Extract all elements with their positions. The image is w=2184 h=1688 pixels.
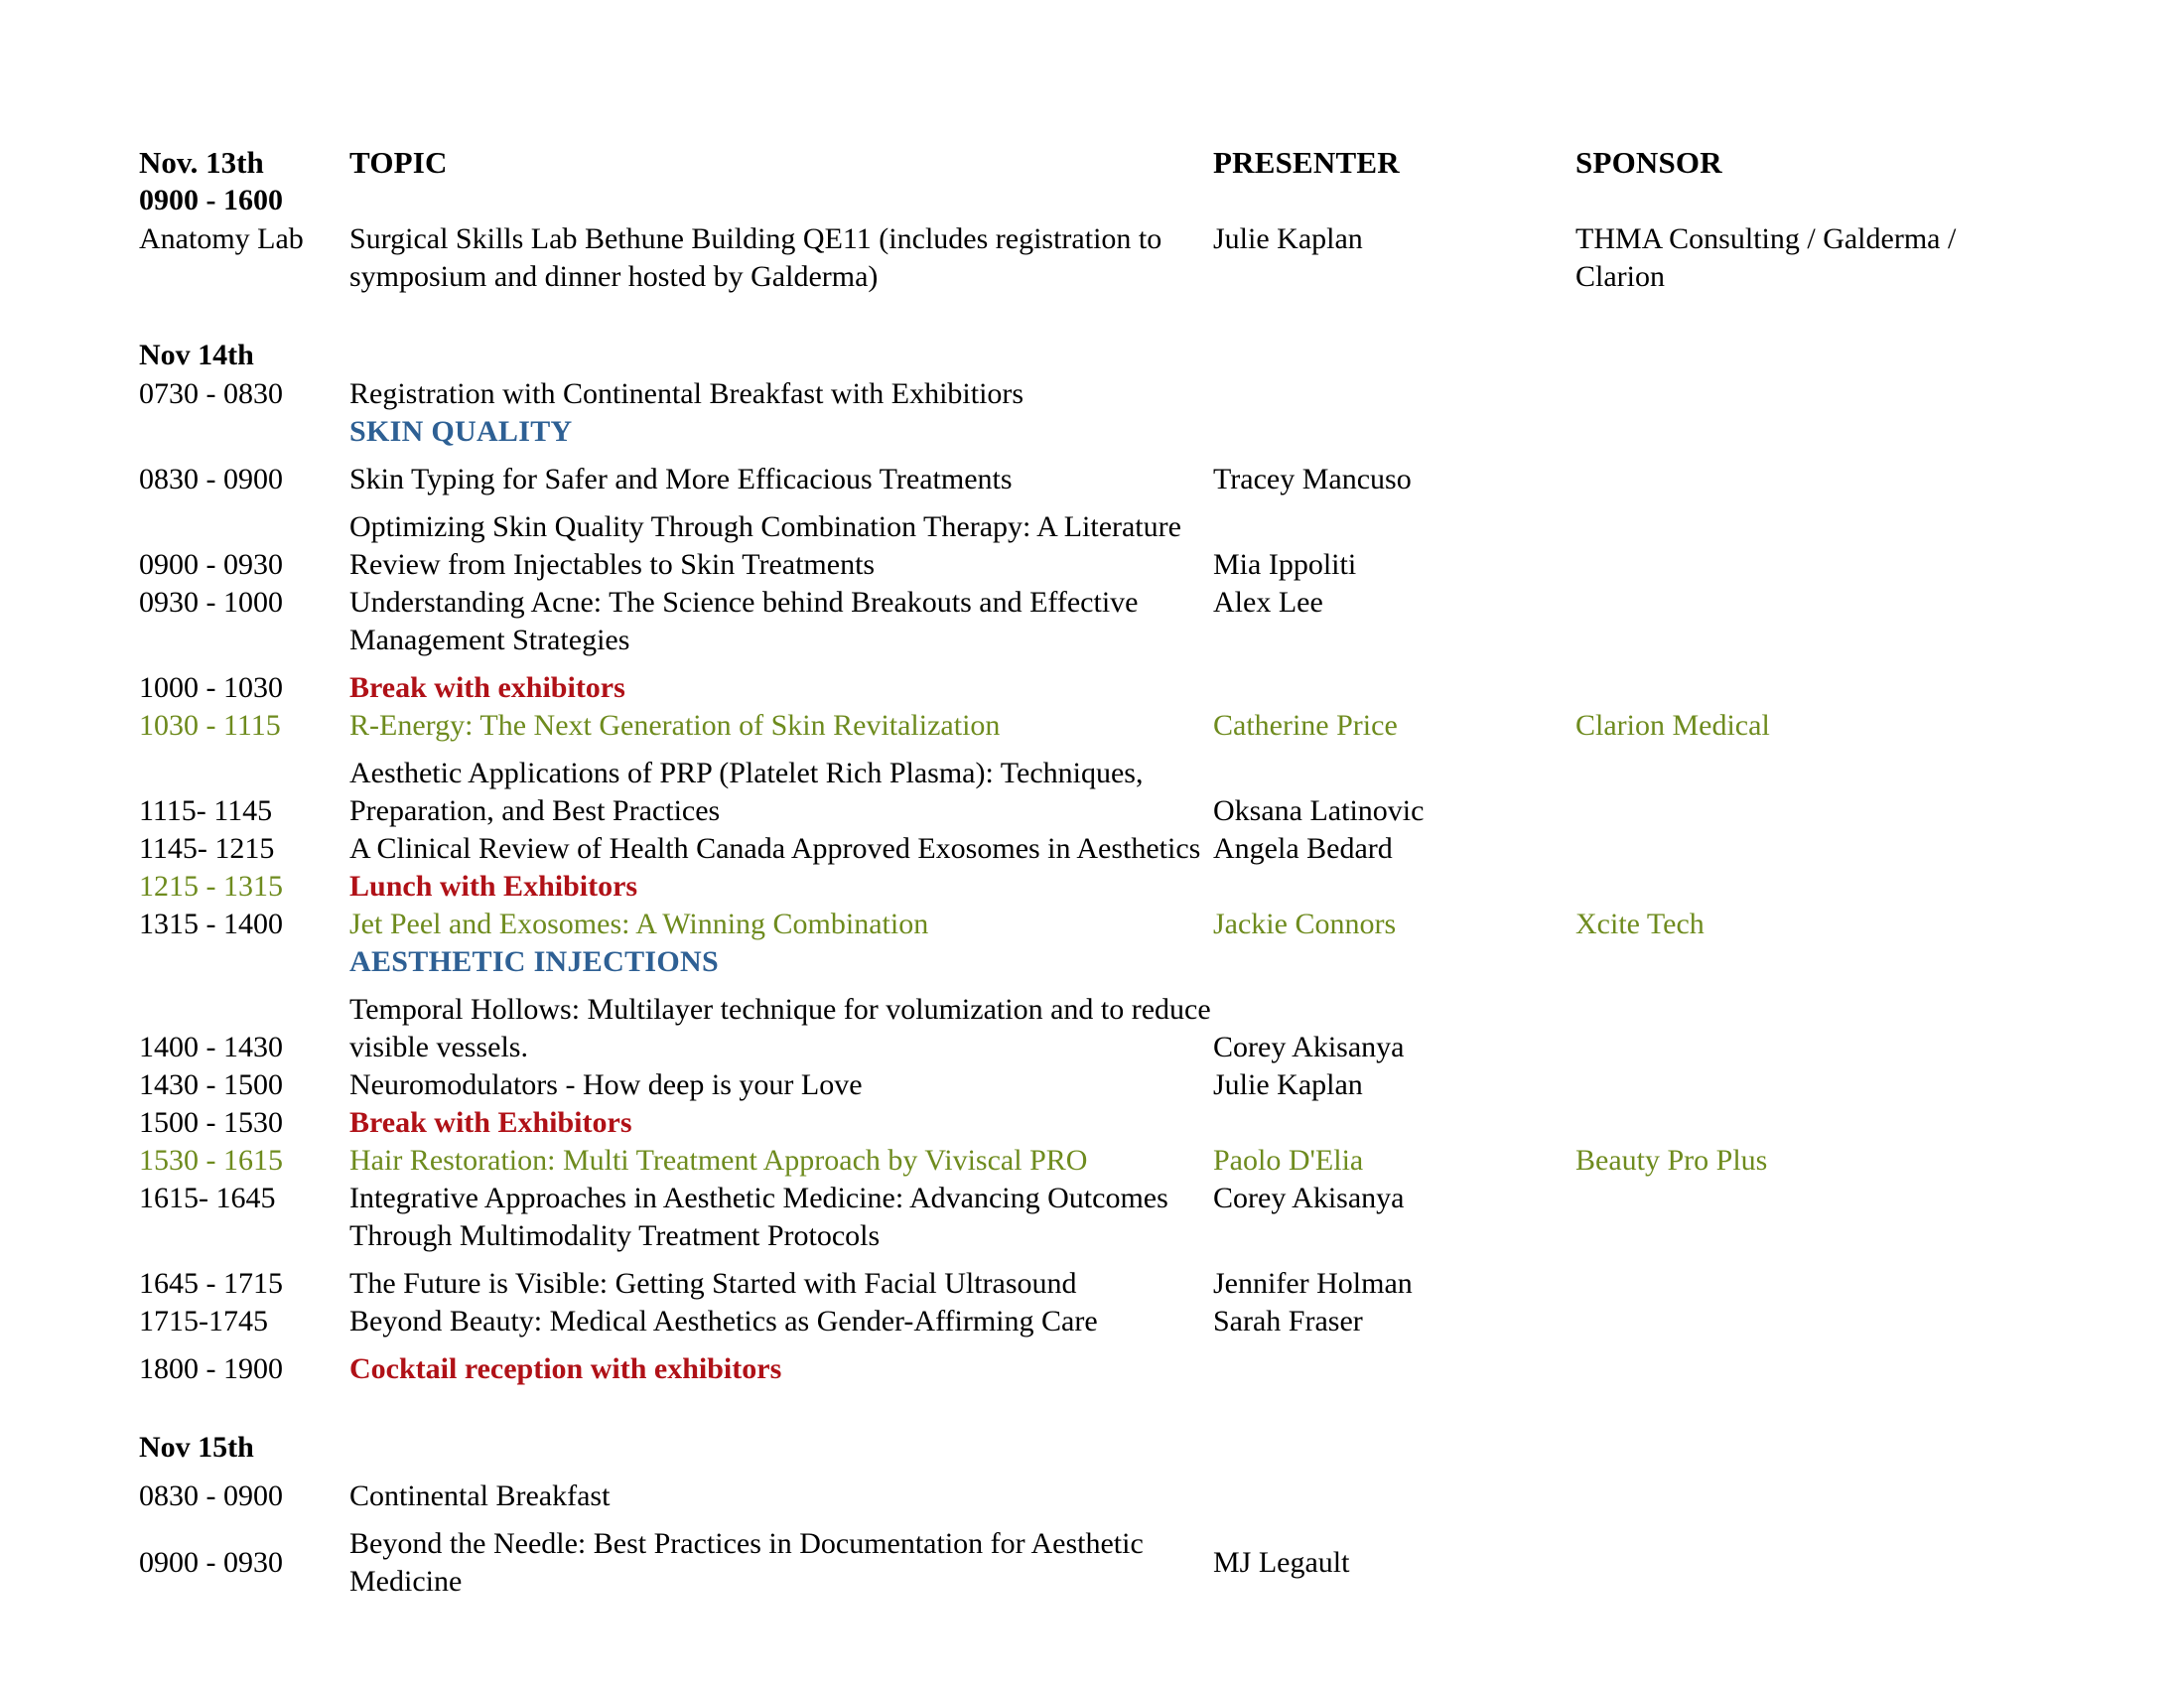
table-row	[139, 745, 2025, 830]
table-row	[139, 451, 2025, 498]
table-row	[139, 1255, 2025, 1303]
day3-heading-row	[139, 1428, 2025, 1468]
row-time: 1530 - 1615	[139, 1144, 283, 1177]
row-presenter: Oksana Latinovic	[1213, 794, 1425, 827]
row-topic-lunch: Lunch with Exhibitors	[349, 870, 638, 903]
row-topic: Optimizing Skin Quality Through Combination Therapy: A Literature Review from Injectables to Skin Treatments	[349, 510, 1181, 581]
row-presenter	[1213, 659, 1575, 707]
row-presenter: Tracey Mancuso	[1213, 463, 1412, 495]
row-presenter: Angela Bedard	[1213, 832, 1393, 865]
table-row-break	[139, 659, 2025, 707]
row-time: 0900 - 0930	[139, 548, 283, 581]
row-sponsor	[1575, 498, 2025, 584]
row-topic: Aesthetic Applications of PRP (Platelet Rich Plasma): Techniques, Preparation, and Best Practices	[349, 757, 1144, 827]
section-header-row	[139, 943, 2025, 981]
day2-heading-spacer	[349, 336, 1213, 375]
row-time: 1430 - 1500	[139, 1068, 283, 1101]
row-presenter	[1213, 413, 1575, 451]
spacer-cell	[139, 296, 2025, 336]
row-time	[139, 413, 349, 451]
row-presenter	[1213, 1468, 1575, 1515]
day1-time-heading-row	[139, 181, 2025, 220]
day2-heading-spacer2	[1213, 336, 1575, 375]
table-row	[139, 1468, 2025, 1515]
row-presenter: Sarah Fraser	[1213, 1305, 1363, 1337]
row-time: 1115- 1145	[139, 794, 273, 827]
row-topic: Skin Typing for Safer and More Efficacious Treatments	[349, 463, 1013, 495]
row-presenter: Catherine Price	[1213, 709, 1398, 742]
row-sponsor	[1575, 745, 2025, 830]
row-presenter	[1213, 1340, 1575, 1388]
row-sponsor	[1575, 1303, 2025, 1340]
row-time: 1030 - 1115	[139, 709, 281, 742]
row-topic: Beyond Beauty: Medical Aesthetics as Gender-Affirming Care	[349, 1305, 1098, 1337]
table-row	[139, 220, 2025, 296]
row-presenter	[1213, 943, 1575, 981]
row-time: 1315 - 1400	[139, 908, 283, 940]
row-sponsor	[1575, 659, 2025, 707]
row-presenter: Alex Lee	[1213, 586, 1323, 619]
row-topic: Integrative Approaches in Aesthetic Medicine: Advancing Outcomes Through Multimodality Treatment Protocols	[349, 1182, 1168, 1252]
row-sponsor: THMA Consulting / Galderma / Clarion	[1575, 222, 1957, 293]
row-topic-break: Break with exhibitors	[349, 671, 625, 704]
row-time: 0830 - 0900	[139, 1479, 283, 1512]
row-time: 1715-1745	[139, 1305, 268, 1337]
row-topic: Jet Peel and Exosomes: A Winning Combination	[349, 908, 929, 940]
row-sponsor	[1575, 584, 2025, 659]
row-time: 1215 - 1315	[139, 870, 283, 903]
row-sponsor	[1575, 451, 2025, 498]
row-topic-break: Break with Exhibitors	[349, 1106, 632, 1139]
row-topic: Continental Breakfast	[349, 1479, 611, 1512]
table-row	[139, 981, 2025, 1066]
row-time: 1645 - 1715	[139, 1267, 283, 1300]
row-presenter: Jennifer Holman	[1213, 1267, 1413, 1300]
day1-time-heading: 0900 - 1600	[139, 184, 283, 216]
row-time: 1615- 1645	[139, 1182, 276, 1214]
row-topic: Hair Restoration: Multi Treatment Approach by Viviscal PRO	[349, 1144, 1088, 1177]
row-presenter: Julie Kaplan	[1213, 222, 1363, 255]
row-sponsor: Clarion Medical	[1575, 709, 1770, 742]
row-time: 0830 - 0900	[139, 463, 283, 495]
row-sponsor	[1575, 943, 2025, 981]
row-topic: Temporal Hollows: Multilayer technique for volumization and to reduce visible vessels.	[349, 993, 1211, 1063]
table-row-lunch	[139, 868, 2025, 906]
table-row	[139, 1303, 2025, 1340]
column-header-presenter: PRESENTER	[1213, 145, 1400, 180]
day2-heading-spacer3	[1575, 336, 2025, 375]
day2-heading-row	[139, 336, 2025, 375]
table-row	[139, 375, 2025, 413]
row-time: 1000 - 1030	[139, 671, 283, 704]
row-presenter: Paolo D'Elia	[1213, 1144, 1364, 1177]
row-topic: The Future is Visible: Getting Started with Facial Ultrasound	[349, 1267, 1077, 1300]
table-row-break	[139, 1340, 2025, 1388]
row-time: 1500 - 1530	[139, 1106, 283, 1139]
row-presenter: Julie Kaplan	[1213, 1068, 1363, 1101]
row-time	[139, 943, 349, 981]
row-topic-break: Cocktail reception with exhibitors	[349, 1352, 782, 1385]
table-row-break	[139, 1104, 2025, 1142]
day2-heading: Nov 14th	[139, 339, 254, 371]
day3-heading-spacer2	[1213, 1428, 1575, 1468]
section-header-row	[139, 413, 2025, 451]
row-time: 1400 - 1430	[139, 1031, 283, 1063]
table-row-sponsored	[139, 906, 2025, 943]
spacer-row	[139, 296, 2025, 336]
row-topic: A Clinical Review of Health Canada Approved Exosomes in Aesthetics	[349, 832, 1201, 865]
column-header-sponsor: SPONSOR	[1575, 145, 1722, 180]
row-time: 0900 - 0930	[139, 1546, 283, 1579]
spacer-cell	[139, 1388, 2025, 1428]
row-presenter: Jackie Connors	[1213, 908, 1397, 940]
row-sponsor: Beauty Pro Plus	[1575, 1144, 1768, 1177]
row-presenter	[1213, 868, 1575, 906]
spacer-row	[139, 1388, 2025, 1428]
row-sponsor	[1575, 1180, 2025, 1255]
agenda-container	[139, 145, 2025, 1601]
row-presenter: Corey Akisanya	[1213, 1031, 1405, 1063]
row-sponsor	[1575, 1066, 2025, 1104]
row-sponsor	[1575, 375, 2025, 413]
day3-heading: Nov 15th	[139, 1431, 254, 1464]
row-sponsor	[1575, 830, 2025, 868]
column-header-topic: TOPIC	[349, 145, 448, 180]
day1-time-heading-spacer	[349, 181, 1213, 220]
row-topic: R-Energy: The Next Generation of Skin Revitalization	[349, 709, 1001, 742]
table-row	[139, 584, 2025, 659]
row-time: Anatomy Lab	[139, 222, 304, 255]
row-sponsor: Xcite Tech	[1575, 908, 1705, 940]
row-sponsor	[1575, 1340, 2025, 1388]
row-time: 0930 - 1000	[139, 586, 283, 619]
row-sponsor	[1575, 868, 2025, 906]
row-topic: Beyond the Needle: Best Practices in Documentation for Aesthetic Medicine	[349, 1527, 1144, 1598]
section-title-skin-quality: SKIN QUALITY	[349, 415, 573, 448]
table-row-sponsored	[139, 707, 2025, 745]
column-header-date: Nov. 13th	[139, 145, 264, 180]
row-topic: Surgical Skills Lab Bethune Building QE11 (includes registration to symposium and dinner hosted by Galderma)	[349, 222, 1162, 293]
row-sponsor	[1575, 413, 2025, 451]
row-sponsor	[1575, 1468, 2025, 1515]
day3-heading-spacer	[349, 1428, 1213, 1468]
table-row	[139, 830, 2025, 868]
row-presenter: Corey Akisanya	[1213, 1182, 1405, 1214]
day1-time-heading-spacer3	[1575, 181, 2025, 220]
day3-heading-spacer3	[1575, 1428, 2025, 1468]
table-row-sponsored	[139, 1142, 2025, 1180]
row-topic: Neuromodulators - How deep is your Love	[349, 1068, 863, 1101]
table-header-row	[139, 145, 2025, 181]
row-sponsor	[1575, 981, 2025, 1066]
row-presenter: Mia Ippoliti	[1213, 548, 1357, 581]
row-topic: Understanding Acne: The Science behind Breakouts and Effective Management Strategies	[349, 586, 1139, 656]
row-time: 0730 - 0830	[139, 377, 283, 410]
row-topic: Registration with Continental Breakfast with Exhibitiors	[349, 377, 1024, 410]
table-row	[139, 1515, 2025, 1601]
row-sponsor	[1575, 1104, 2025, 1142]
row-sponsor	[1575, 1255, 2025, 1303]
row-time: 1800 - 1900	[139, 1352, 283, 1385]
table-row	[139, 1180, 2025, 1255]
row-sponsor	[1575, 1515, 2025, 1601]
day1-time-heading-spacer2	[1213, 181, 1575, 220]
table-row	[139, 498, 2025, 584]
row-presenter: MJ Legault	[1213, 1546, 1350, 1579]
section-title-aesthetic-injections: AESTHETIC INJECTIONS	[349, 945, 719, 978]
agenda-table	[139, 145, 2025, 1601]
row-presenter	[1213, 375, 1575, 413]
table-row	[139, 1066, 2025, 1104]
row-presenter	[1213, 1104, 1575, 1142]
row-time: 1145- 1215	[139, 832, 275, 865]
